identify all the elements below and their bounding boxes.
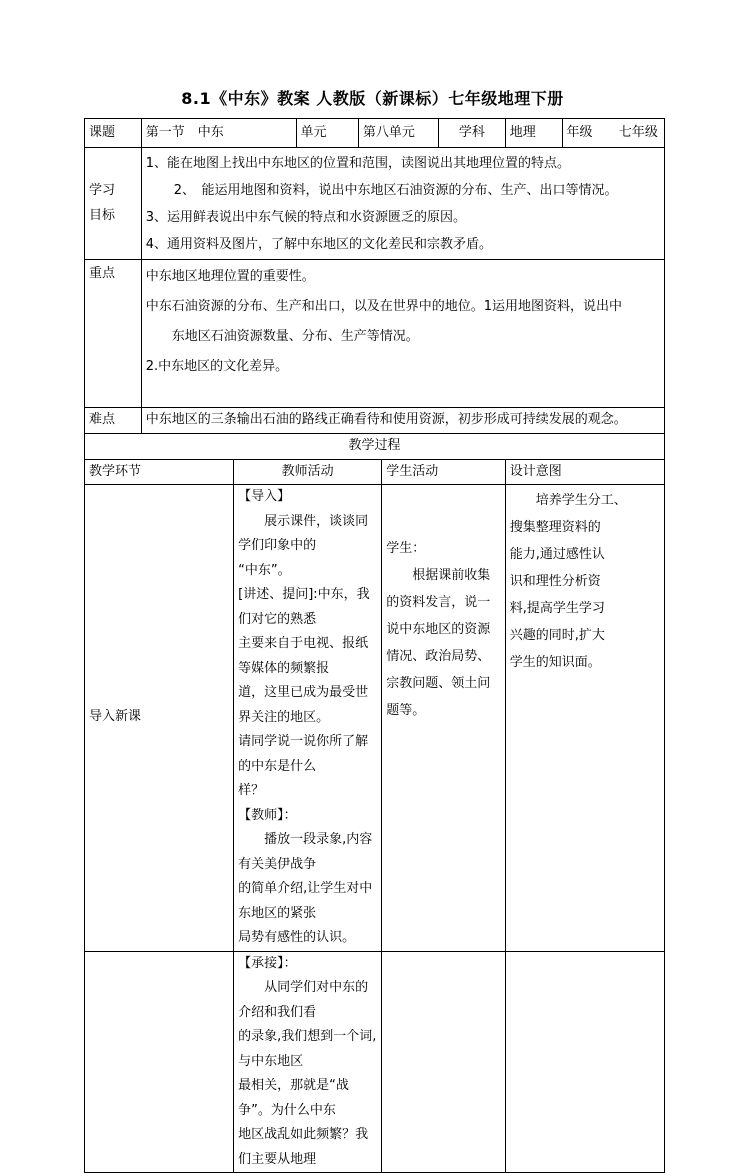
teacher-line: 主要来自于电视、报纸等媒体的频繁报	[238, 636, 369, 676]
design-intent-intro	[505, 485, 664, 952]
teacher-line: 【承接】：	[238, 955, 297, 971]
design-intent-next	[505, 951, 664, 1173]
process-row-next	[85, 951, 665, 1173]
design-line: 料,提高学生学习	[509, 601, 605, 616]
grade-value: 七年级	[618, 124, 658, 140]
process-row-intro	[85, 485, 665, 952]
difficulty-row	[85, 408, 665, 434]
objectives-row	[85, 148, 665, 260]
subject-label: 学科	[438, 119, 505, 148]
keypoint-line: 中东地区地理位置的重要性。	[145, 269, 315, 284]
difficulty-label: 难点	[85, 408, 142, 434]
keypoint-line: 中东石油资源的分布、生产和出口，以及在世界中的地位。1运用地图资料，说出中	[145, 299, 623, 314]
process-heading-row	[85, 434, 665, 460]
difficulty-text: 中东地区的三条输出石油的路线正确看待和使用资源，初步形成可持续发展的观念。	[141, 408, 664, 434]
teacher-line: 样？	[238, 783, 265, 798]
objective-item: 2、 能运用地图和资料，说出中东地区石油资源的分布、生产、出口等情况。	[173, 182, 618, 198]
design-line: 培养学生分工、	[535, 493, 627, 508]
teacher-line: 【导入】	[238, 489, 291, 504]
teacher-line: 最相关，那就是“战争”。为什么中东	[238, 1078, 349, 1118]
design-line: 搜集整理资料的	[509, 520, 601, 535]
course-value: 第一节 中东	[141, 119, 296, 148]
student-line: 根据课前收集	[412, 568, 491, 583]
objectives-label	[85, 148, 142, 260]
student-line: 宗教问题、领土问	[386, 676, 491, 691]
keypoints-label: 重点	[85, 260, 142, 408]
teacher-line: 请同学说一说你所了解的中东是什么	[238, 734, 369, 774]
keypoint-line: 2.中东地区的文化差异。	[145, 359, 289, 374]
teacher-line: 局势有感性的认识。	[238, 930, 356, 945]
process-columns-row	[85, 460, 665, 485]
teacher-line: “中东”。	[238, 562, 291, 578]
objectives-label-line2: 目标	[89, 207, 116, 223]
course-label: 课题	[85, 119, 142, 148]
design-line: 学生的知识面。	[509, 655, 601, 670]
process-heading: 教学过程	[85, 434, 665, 460]
design-line: 能力,通过感性认	[509, 547, 605, 562]
keypoints-row	[85, 260, 665, 408]
keypoints-content	[141, 260, 664, 408]
teacher-line: 道，这里已成为最受世界关注的地区。	[238, 685, 369, 725]
student-line: 的资料发言，说一	[386, 595, 491, 610]
unit-value: 第八单元	[358, 119, 438, 148]
objective-item: 4、通用资料及图片，了解中东地区的文化差民和宗教矛盾。	[145, 236, 493, 252]
teacher-line: 从同学们对中东的介绍和我们看	[238, 980, 369, 1020]
teacher-line: 的录象,我们想到一个词,与中东地区	[238, 1029, 377, 1069]
teacher-activity-intro	[234, 485, 382, 952]
teacher-line: 地区战乱如此频繁？我们主要从地理	[238, 1127, 369, 1167]
stage-next	[85, 951, 234, 1173]
design-line: 兴趣的同时,扩大	[509, 628, 605, 643]
student-line: 情况、政治局势、	[386, 649, 491, 664]
teacher-activity-next	[234, 951, 382, 1173]
objectives-label-line1: 学习	[89, 182, 116, 198]
teacher-line: 展示课件，谈谈同学们印象中的	[238, 513, 369, 553]
objective-item: 1、能在地图上找出中东地区的位置和范围，读图说出其地理位置的特点。	[145, 155, 571, 171]
unit-label: 单元	[296, 119, 358, 148]
student-line: 说中东地区的资源	[386, 622, 491, 637]
header-row	[85, 119, 665, 148]
student-line: 学生：	[386, 541, 426, 556]
grade-label: 年级	[566, 124, 593, 140]
grade-cell	[562, 119, 664, 148]
stage-intro: 导入新课	[85, 485, 234, 952]
subject-value: 地理	[505, 119, 562, 148]
teacher-line: 播放一段录象,内容有关美伊战争	[238, 832, 373, 872]
student-activity-next	[382, 951, 506, 1173]
student-activity-intro	[382, 485, 506, 952]
document-title: 8.1《中东》教案 人教版（新课标）七年级地理下册	[181, 89, 564, 108]
objectives-content	[141, 148, 664, 260]
column-teacher: 教师活动	[234, 460, 382, 485]
column-design: 设计意图	[505, 460, 664, 485]
teacher-line: 【教师】：	[238, 807, 297, 823]
keypoint-line: 东地区石油资源数量、分布、生产等情况。	[171, 329, 419, 344]
objective-item: 3、运用鲜表说出中东气候的特点和水资源匮乏的原因。	[145, 209, 467, 225]
column-stage: 教学环节	[85, 460, 234, 485]
teacher-line: 的简单介绍,让学生对中东地区的紧张	[238, 881, 373, 921]
column-student: 学生活动	[382, 460, 506, 485]
design-line: 识和理性分析资	[509, 574, 601, 589]
lesson-plan-table	[84, 118, 665, 1173]
student-line: 题等。	[386, 703, 426, 718]
teacher-line: [讲述、提问]:中东，我们对它的熟悉	[238, 587, 370, 627]
